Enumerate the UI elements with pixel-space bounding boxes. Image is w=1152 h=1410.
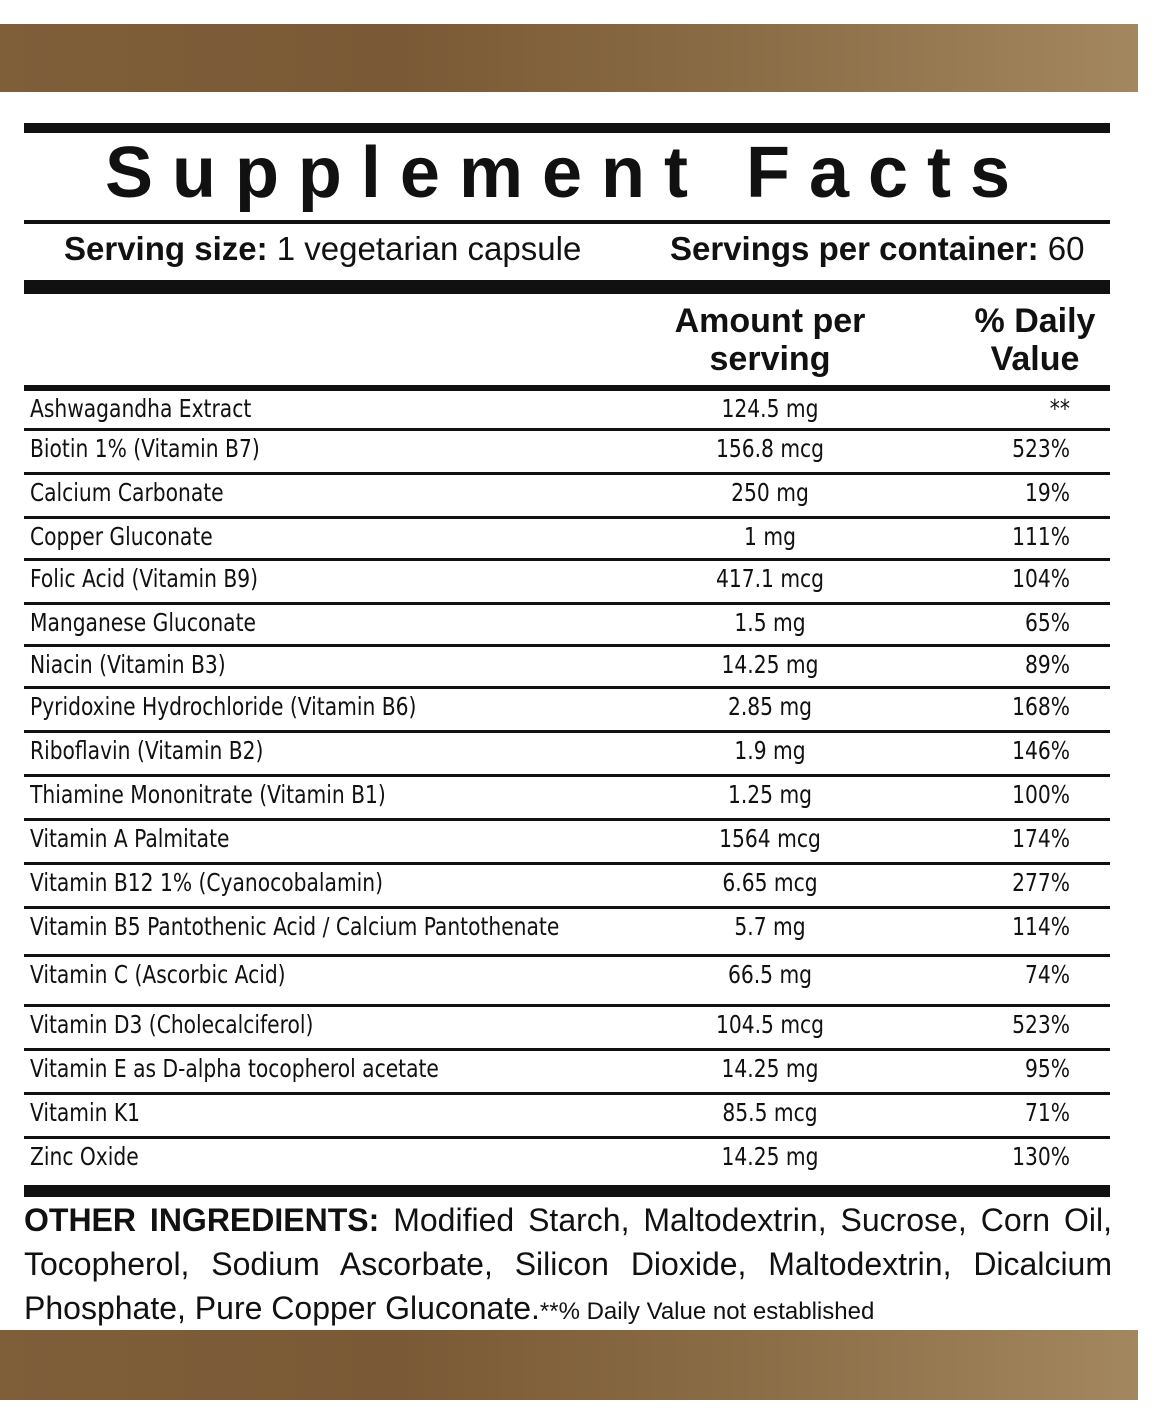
nutrient-amount: 66.5 mg	[727, 960, 813, 989]
nutrient-daily-value: 104%	[1012, 564, 1070, 593]
nutrient-name: Vitamin B5 Pantothenic Acid / Calcium Pantothenate	[30, 912, 560, 941]
nutrient-daily-value: 146%	[1012, 736, 1070, 765]
nutrient-name: Vitamin A Palmitate	[30, 824, 230, 853]
table-row	[24, 866, 1110, 902]
nutrient-amount: 5.7 mg	[734, 912, 806, 941]
top-decorative-band	[0, 24, 1138, 92]
nutrient-daily-value: 114%	[1012, 912, 1070, 941]
nutrient-name: Vitamin K1	[30, 1098, 141, 1127]
nutrient-daily-value: 74%	[1025, 960, 1070, 989]
row-divider	[24, 558, 1110, 561]
table-row	[24, 476, 1110, 512]
nutrient-amount: 14.25 mg	[721, 1054, 819, 1083]
other-ingredients	[24, 1198, 1112, 1334]
header-rule	[24, 385, 1110, 391]
nutrient-name: Ashwagandha Extract	[30, 394, 252, 423]
row-divider	[24, 1004, 1110, 1007]
amount-header-line2: serving	[709, 340, 831, 378]
nutrient-amount: 14.25 mg	[721, 650, 819, 679]
serving-size-label: Serving size:	[64, 230, 268, 267]
row-divider	[24, 644, 1110, 647]
nutrient-name: Biotin 1% (Vitamin B7)	[30, 434, 260, 463]
servings-per-container	[670, 226, 1085, 272]
table-row	[24, 690, 1110, 726]
serving-size-value: 1 vegetarian capsule	[276, 230, 582, 267]
row-divider	[24, 774, 1110, 777]
bottom-decorative-band	[0, 1330, 1138, 1400]
nutrient-daily-value: 100%	[1012, 780, 1070, 809]
nutrient-daily-value: 95%	[1025, 1054, 1070, 1083]
servings-per-container-label: Servings per container:	[670, 230, 1039, 267]
table-row	[24, 958, 1110, 994]
table-row	[24, 910, 1110, 946]
serving-size	[64, 226, 581, 272]
row-divider	[24, 1048, 1110, 1051]
table-row	[24, 392, 1110, 428]
title-divider	[24, 220, 1110, 224]
nutrient-daily-value: 277%	[1012, 868, 1070, 897]
other-ingredients-text: Modified Starch, Maltodextrin, Sucrose, Corn Oil, Tocopherol, Sodium Ascorbate, Silicon Dioxide, Maltodextrin, Dicalcium Phosphate, Pure Copper Gluconate.	[24, 1202, 1113, 1326]
row-divider	[24, 1092, 1110, 1095]
nutrient-daily-value: 89%	[1025, 650, 1070, 679]
serving-thick-rule	[24, 280, 1110, 294]
nutrient-name: Thiamine Mononitrate (Vitamin B1)	[30, 780, 386, 809]
nutrient-amount: 1564 mcg	[719, 824, 821, 853]
nutrient-daily-value: 111%	[1012, 522, 1070, 551]
nutrient-amount: 1.9 mg	[734, 736, 806, 765]
nutrient-name: Niacin (Vitamin B3)	[30, 650, 226, 679]
dv-header-line2: Value	[990, 340, 1080, 378]
nutrient-amount: 2.85 mg	[727, 692, 813, 721]
nutrient-name: Copper Gluconate	[30, 522, 213, 551]
nutrient-daily-value: 65%	[1025, 608, 1070, 637]
nutrient-amount: 1.5 mg	[734, 608, 806, 637]
table-row	[24, 1096, 1110, 1132]
nutrient-amount: 6.65 mcg	[722, 868, 818, 897]
row-divider	[24, 954, 1110, 957]
row-divider	[24, 428, 1110, 431]
nutrient-name: Vitamin C (Ascorbic Acid)	[30, 960, 286, 989]
nutrient-amount: 124.5 mg	[721, 394, 819, 423]
row-divider	[24, 862, 1110, 865]
nutrient-name: Folic Acid (Vitamin B9)	[30, 564, 258, 593]
amount-header-line1: Amount per	[674, 302, 866, 340]
nutrient-name: Calcium Carbonate	[30, 478, 224, 507]
nutrient-name: Riboflavin (Vitamin B2)	[30, 736, 264, 765]
table-row	[24, 1140, 1110, 1176]
nutrient-daily-value: 523%	[1012, 434, 1070, 463]
table-row	[24, 778, 1110, 814]
nutrient-amount: 156.8 mcg	[715, 434, 825, 463]
table-row	[24, 432, 1110, 468]
row-divider	[24, 906, 1110, 909]
nutrient-amount: 250 mg	[731, 478, 809, 507]
table-row	[24, 562, 1110, 598]
table-row	[24, 520, 1110, 556]
nutrient-daily-value: 71%	[1025, 1098, 1070, 1127]
nutrient-amount: 104.5 mcg	[715, 1010, 825, 1039]
daily-value-column-header	[960, 302, 1110, 378]
bottom-thick-rule	[24, 1185, 1110, 1197]
nutrient-daily-value: 523%	[1012, 1010, 1070, 1039]
table-row	[24, 822, 1110, 858]
nutrient-daily-value: **	[1049, 394, 1070, 423]
row-divider	[24, 516, 1110, 519]
nutrient-name: Zinc Oxide	[30, 1142, 139, 1171]
nutrient-daily-value: 19%	[1025, 478, 1070, 507]
nutrient-daily-value: 168%	[1012, 692, 1070, 721]
nutrient-name: Vitamin D3 (Cholecalciferol)	[30, 1010, 314, 1039]
row-divider	[24, 686, 1110, 689]
row-divider	[24, 818, 1110, 821]
nutrient-amount: 1.25 mg	[727, 780, 813, 809]
row-divider	[24, 730, 1110, 733]
table-row	[24, 1052, 1110, 1088]
table-row	[24, 648, 1110, 684]
nutrient-daily-value: 130%	[1012, 1142, 1070, 1171]
panel-title: Supplement Facts	[104, 133, 1030, 213]
nutrient-amount: 1 mg	[744, 522, 796, 551]
nutrient-amount: 85.5 mcg	[722, 1098, 818, 1127]
nutrient-daily-value: 174%	[1012, 824, 1070, 853]
nutrient-name: Pyridoxine Hydrochloride (Vitamin B6)	[30, 692, 417, 721]
nutrient-name: Vitamin B12 1% (Cyanocobalamin)	[30, 868, 384, 897]
dv-header-line1: % Daily	[974, 302, 1096, 340]
servings-per-container-value: 60	[1047, 230, 1085, 267]
amount-column-header	[660, 302, 880, 378]
nutrient-name: Vitamin E as D-alpha tocopherol acetate	[30, 1054, 439, 1083]
other-ingredients-label: OTHER INGREDIENTS:	[24, 1202, 380, 1238]
daily-value-footnote: **% Daily Value not established	[539, 1298, 875, 1325]
nutrient-amount: 14.25 mg	[721, 1142, 819, 1171]
table-row	[24, 734, 1110, 770]
table-row	[24, 1008, 1110, 1044]
row-divider	[24, 602, 1110, 605]
row-divider	[24, 1136, 1110, 1139]
nutrient-name: Manganese Gluconate	[30, 608, 256, 637]
row-divider	[24, 472, 1110, 475]
table-row	[24, 606, 1110, 642]
nutrient-amount: 417.1 mcg	[715, 564, 825, 593]
